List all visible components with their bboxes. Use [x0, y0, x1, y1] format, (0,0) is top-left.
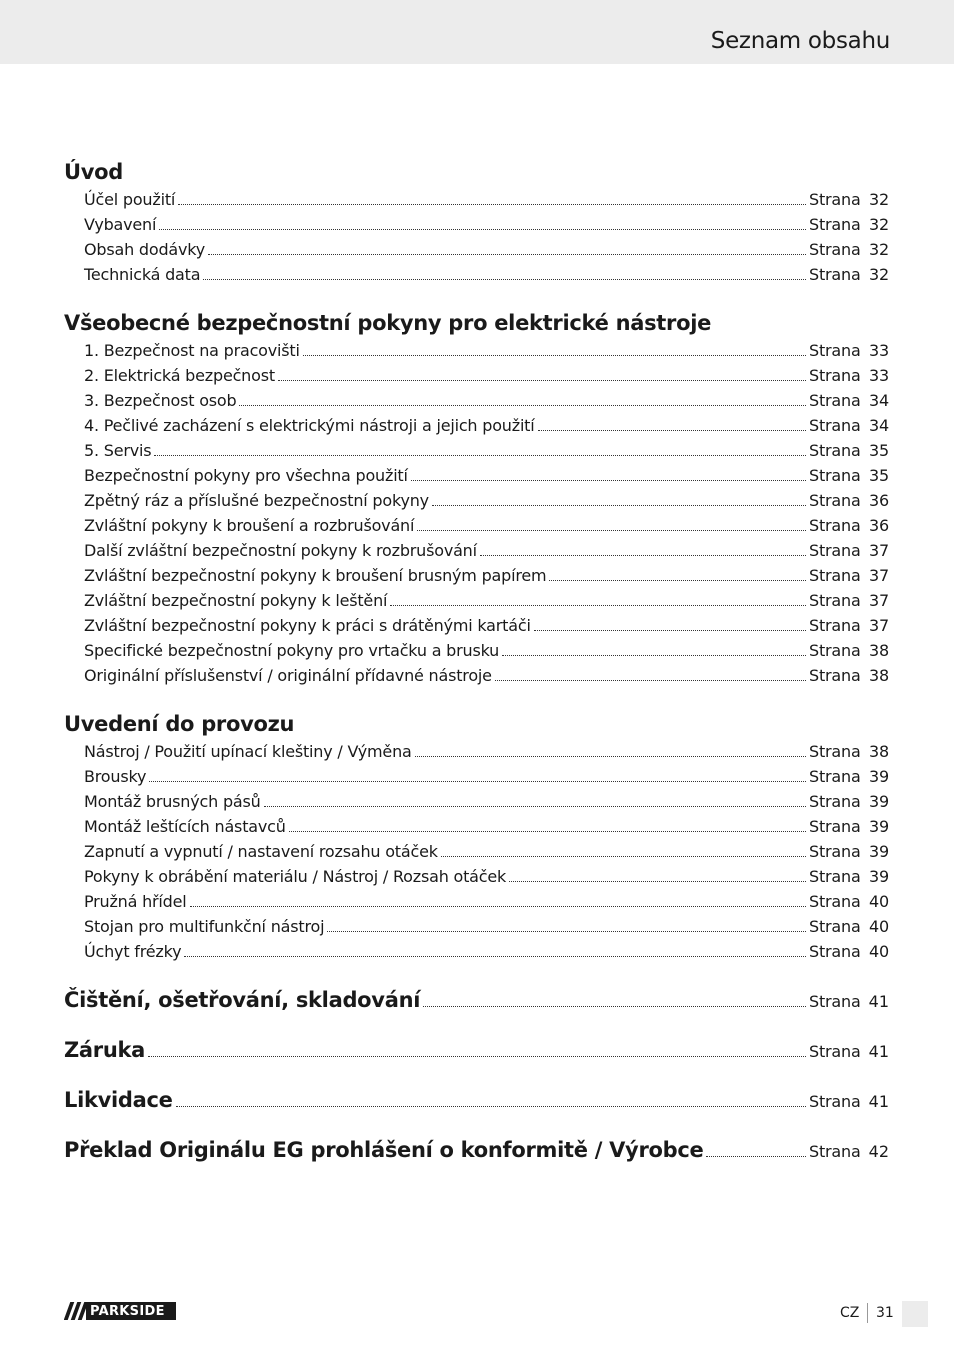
toc-leader-dots [538, 430, 806, 431]
toc-entry-label: Vybavení [84, 215, 157, 234]
toc-entry-label: 3. Bezpečnost osob [84, 391, 237, 410]
toc-entry-label: Zvláštní bezpečnostní pokyny k leštění [84, 591, 388, 610]
toc-entry[interactable] [64, 212, 889, 237]
footer-page-number: 31 [876, 1305, 894, 1321]
toc-section [64, 709, 889, 964]
toc-entry-label: Pokyny k obrábění materiálu / Nástroj / Rozsah otáček [84, 867, 507, 886]
toc-entry-label: Specifické bezpečnostní pokyny pro vrtačku a brusku [84, 641, 500, 660]
toc-entry[interactable] [64, 463, 889, 488]
section-gap [64, 1065, 889, 1085]
toc-entry-strana: Strana [809, 1142, 861, 1161]
toc-entry[interactable] [64, 839, 889, 864]
toc-entry-strana: Strana [809, 366, 861, 385]
toc-leader-dots [390, 605, 806, 606]
toc-leader-dots [423, 1006, 806, 1007]
toc-leader-dots [549, 580, 806, 581]
section-heading: Úvod [64, 160, 124, 184]
toc-entry-page: 32 [869, 215, 889, 234]
toc-entry-label: Pružná hřídel [84, 892, 187, 911]
toc-entry-strana: Strana [809, 666, 861, 685]
toc-leader-dots [190, 906, 806, 907]
toc-section [64, 308, 889, 688]
toc-entry[interactable] [64, 764, 889, 789]
toc-entry-page: 32 [869, 240, 889, 259]
toc-entry-strana: Strana [809, 742, 861, 761]
toc-entry-label: Obsah dodávky [84, 240, 206, 259]
toc-entry-page: 34 [869, 416, 889, 435]
toc-entry-label: Zpětný ráz a příslušné bezpečnostní pokyny [84, 491, 429, 510]
section-gap [64, 688, 889, 709]
section-gap [64, 964, 889, 985]
toc-entry-label: Technická data [84, 265, 201, 284]
toc-entry[interactable] [64, 939, 889, 964]
toc-entry-strana: Strana [809, 240, 861, 259]
toc-entry-strana: Strana [809, 591, 861, 610]
toc-entry-page: 41 [868, 1042, 889, 1061]
toc-leader-dots [149, 781, 806, 782]
section-gap [64, 287, 889, 308]
toc-entry-label: Brousky [84, 767, 147, 786]
toc-entry-page: 37 [869, 541, 889, 560]
toc-major-entry[interactable] [64, 1085, 889, 1115]
toc-entry-label: 1. Bezpečnost na pracovišti [84, 341, 300, 360]
toc-entry-page: 39 [869, 842, 889, 861]
toc-leader-dots [480, 555, 806, 556]
toc-leader-dots [203, 279, 806, 280]
toc-entry-strana: Strana [809, 992, 861, 1011]
toc-entry-page: 40 [869, 942, 889, 961]
toc-entry[interactable] [64, 638, 889, 663]
toc-entry-strana: Strana [809, 867, 861, 886]
toc-entry-page: 33 [869, 341, 889, 360]
toc-entry[interactable] [64, 237, 889, 262]
toc-entry[interactable] [64, 914, 889, 939]
section-heading: Uvedení do provozu [64, 712, 295, 736]
toc-entry-strana: Strana [809, 190, 861, 209]
toc-leader-dots [184, 956, 806, 957]
toc-entry-strana: Strana [809, 416, 861, 435]
toc-entry-strana: Strana [809, 817, 861, 836]
toc-entry[interactable] [64, 613, 889, 638]
toc-leader-dots [208, 254, 806, 255]
toc-entry-strana: Strana [809, 215, 861, 234]
toc-entry-page: 35 [869, 441, 889, 460]
toc-entry-page: 39 [869, 867, 889, 886]
toc-entry-label: 2. Elektrická bezpečnost [84, 366, 275, 385]
toc-leader-dots [415, 756, 806, 757]
toc-entry-strana: Strana [809, 942, 861, 961]
toc-entry-label: Bezpečnostní pokyny pro všechna použití [84, 466, 408, 485]
toc-entry-label: Zvláštní bezpečnostní pokyny k práci s drátěnými kartáči [84, 616, 531, 635]
toc-entry-strana: Strana [809, 892, 861, 911]
toc-entry-strana: Strana [809, 767, 861, 786]
toc-leader-dots [148, 1056, 806, 1057]
toc-entry[interactable] [64, 588, 889, 613]
toc-entry-label: 4. Pečlivé zacházení s elektrickými nástroji a jejich použití [84, 416, 535, 435]
toc-leader-dots [502, 655, 806, 656]
section-heading: Všeobecné bezpečnostní pokyny pro elektrické nástroje [64, 311, 712, 335]
toc-entry-page: 37 [869, 616, 889, 635]
table-of-contents [64, 157, 889, 1165]
toc-leader-dots [495, 680, 806, 681]
toc-major-entry[interactable] [64, 1035, 889, 1065]
toc-entry[interactable] [64, 262, 889, 287]
toc-leader-dots [239, 405, 806, 406]
section-gap [64, 1115, 889, 1135]
toc-major-entry[interactable] [64, 1135, 889, 1165]
toc-leader-dots [432, 505, 806, 506]
toc-entry-page: 39 [869, 817, 889, 836]
toc-entry[interactable] [64, 538, 889, 563]
toc-entry-label: Zvláštní bezpečnostní pokyny k broušení brusným papírem [84, 566, 547, 585]
toc-major-entry[interactable] [64, 985, 889, 1015]
toc-entry-label: Účel použití [84, 190, 176, 209]
toc-entry-page: 38 [869, 666, 889, 685]
toc-entry-strana: Strana [809, 1042, 861, 1061]
toc-leader-dots [278, 380, 806, 381]
toc-entry[interactable] [64, 363, 889, 388]
toc-entry-page: 34 [869, 391, 889, 410]
toc-entry-page: 36 [869, 516, 889, 535]
logo-stripes-icon [64, 1302, 86, 1320]
footer-language: CZ [840, 1305, 860, 1321]
toc-entry-page: 42 [868, 1142, 889, 1161]
toc-entry[interactable] [64, 789, 889, 814]
toc-entry[interactable] [64, 563, 889, 588]
toc-leader-dots [176, 1106, 806, 1107]
toc-major-label: Překlad Originálu EG prohlášení o konformitě / Výrobce [64, 1138, 704, 1162]
footer-divider [867, 1303, 868, 1323]
toc-major-label: Čištění, ošetřování, skladování [64, 988, 421, 1012]
toc-entry-label: Úchyt frézky [84, 942, 182, 961]
toc-entry-strana: Strana [809, 541, 861, 560]
toc-entry-strana: Strana [809, 265, 861, 284]
toc-entry-page: 32 [869, 265, 889, 284]
toc-leader-dots [289, 831, 806, 832]
toc-entry[interactable] [64, 438, 889, 463]
toc-entry[interactable] [64, 864, 889, 889]
toc-leader-dots [303, 355, 806, 356]
logo-brand-text: PARKSIDE [90, 1303, 165, 1319]
toc-entry[interactable] [64, 413, 889, 438]
toc-entry[interactable] [64, 388, 889, 413]
toc-entry-page: 41 [868, 992, 889, 1011]
toc-entry[interactable] [64, 488, 889, 513]
toc-entry-strana: Strana [809, 1092, 861, 1111]
toc-entry-strana: Strana [809, 491, 861, 510]
toc-leader-dots [159, 229, 806, 230]
toc-leader-dots [327, 931, 806, 932]
toc-entry-strana: Strana [809, 391, 861, 410]
toc-entry-label: Zapnutí a vypnutí / nastavení rozsahu otáček [84, 842, 438, 861]
toc-entry-page: 38 [869, 641, 889, 660]
toc-entry-strana: Strana [809, 441, 861, 460]
toc-entry-label: Montáž brusných pásů [84, 792, 261, 811]
toc-entry-page: 37 [869, 566, 889, 585]
toc-entry-strana: Strana [809, 516, 861, 535]
toc-entry-page: 40 [869, 917, 889, 936]
toc-entry[interactable] [64, 889, 889, 914]
toc-entry[interactable] [64, 663, 889, 688]
toc-entry-label: Nástroj / Použití upínací kleštiny / Výměna [84, 742, 412, 761]
toc-entry-page: 37 [869, 591, 889, 610]
toc-leader-dots [534, 630, 806, 631]
toc-entry-label: Stojan pro multifunkční nástroj [84, 917, 325, 936]
toc-section [64, 157, 889, 287]
toc-leader-dots [509, 881, 806, 882]
toc-entry-strana: Strana [809, 792, 861, 811]
toc-entry-label: Zvláštní pokyny k broušení a rozbrušování [84, 516, 415, 535]
toc-entry[interactable] [64, 187, 889, 212]
toc-entry-page: 39 [869, 792, 889, 811]
toc-entry[interactable] [64, 513, 889, 538]
toc-entry[interactable] [64, 338, 889, 363]
toc-entry-strana: Strana [809, 341, 861, 360]
toc-entry-page: 39 [869, 767, 889, 786]
toc-leader-dots [178, 204, 806, 205]
parkside-logo [64, 1302, 176, 1320]
toc-entry-strana: Strana [809, 616, 861, 635]
toc-entry-label: 5. Servis [84, 441, 152, 460]
toc-entry-label: Originální příslušenství / originální přídavné nástroje [84, 666, 492, 685]
toc-entry-label: Další zvláštní bezpečnostní pokyny k rozbrušování [84, 541, 477, 560]
toc-entry-page: 40 [869, 892, 889, 911]
toc-entry[interactable] [64, 739, 889, 764]
toc-entry-page: 33 [869, 366, 889, 385]
toc-leader-dots [417, 530, 806, 531]
toc-leader-dots [154, 455, 806, 456]
toc-leader-dots [441, 856, 806, 857]
toc-major-label: Likvidace [64, 1088, 173, 1112]
toc-entry-strana: Strana [809, 917, 861, 936]
toc-entry-strana: Strana [809, 566, 861, 585]
toc-entry-page: 32 [869, 190, 889, 209]
page-title: Seznam obsahu [710, 28, 890, 54]
footer-corner-box [902, 1301, 928, 1327]
toc-entry-strana: Strana [809, 842, 861, 861]
toc-entry-page: 41 [868, 1092, 889, 1111]
toc-entry-page: 35 [869, 466, 889, 485]
toc-entry-page: 36 [869, 491, 889, 510]
toc-leader-dots [264, 806, 806, 807]
toc-entry-page: 38 [869, 742, 889, 761]
toc-leader-dots [411, 480, 806, 481]
toc-major-label: Záruka [64, 1038, 146, 1062]
section-gap [64, 1015, 889, 1035]
toc-leader-dots [706, 1156, 806, 1157]
toc-entry-strana: Strana [809, 641, 861, 660]
toc-entry[interactable] [64, 814, 889, 839]
toc-entry-label: Montáž leštících nástavců [84, 817, 286, 836]
toc-entry-strana: Strana [809, 466, 861, 485]
